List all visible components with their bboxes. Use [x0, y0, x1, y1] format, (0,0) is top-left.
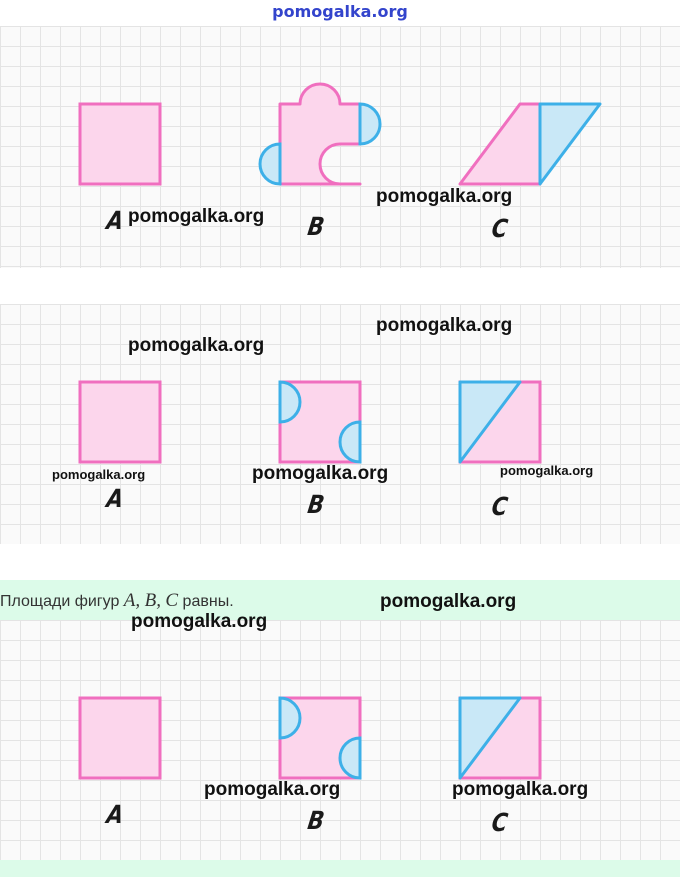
caption-figure-a: A — [123, 590, 136, 611]
label-a: A — [104, 206, 126, 235]
watermark: pomogalka.org — [452, 779, 589, 800]
figure-b-moved-piece-bottom — [260, 144, 280, 184]
figure-c-blue-part — [540, 104, 600, 184]
watermark: pomogalka.org — [204, 779, 341, 800]
watermark: pomogalka.org — [52, 467, 146, 482]
figures-panel-2 — [0, 304, 680, 544]
caption-figure-b: B — [144, 590, 157, 611]
watermark: pomogalka.org — [500, 463, 594, 478]
watermark: pomogalka.org — [376, 315, 513, 336]
figure-a-square — [80, 698, 160, 778]
figures-panel-2-drawing — [0, 304, 680, 544]
label-b: B — [305, 212, 327, 241]
figure-c-pink-part — [460, 104, 540, 184]
label-b: B — [305, 490, 327, 519]
watermark: pomogalka.org — [252, 463, 389, 484]
watermark: pomogalka.org — [128, 206, 265, 227]
caption-sep-1: , — [135, 590, 141, 611]
watermark: pomogalka.org — [131, 611, 268, 632]
caption-sep-2: , — [156, 590, 161, 611]
bottom-band — [0, 860, 680, 877]
figures-panel-1 — [0, 26, 680, 268]
watermark: pomogalka.org — [380, 591, 517, 612]
figures-panel-1-drawing — [0, 26, 680, 268]
label-c: C — [489, 492, 510, 521]
label-b: B — [305, 806, 327, 835]
header-watermark[interactable]: pomogalka.org — [272, 2, 408, 21]
label-a: A — [104, 484, 126, 513]
watermark: pomogalka.org — [376, 186, 513, 207]
figures-panel-3-drawing — [0, 620, 680, 860]
figure-b-shape — [280, 84, 360, 184]
figures-panel-3 — [0, 620, 680, 860]
caption-figure-c: C — [165, 590, 179, 611]
label-c: C — [489, 214, 510, 243]
caption-suffix: равны. — [178, 593, 234, 610]
watermark: pomogalka.org — [128, 335, 265, 356]
figure-b-moved-piece-top — [360, 104, 380, 144]
figure-a-square — [80, 382, 160, 462]
label-a: A — [104, 800, 126, 829]
caption-prefix: Площади фигур — [0, 593, 124, 610]
label-c: C — [489, 808, 510, 837]
figure-a-square — [80, 104, 160, 184]
